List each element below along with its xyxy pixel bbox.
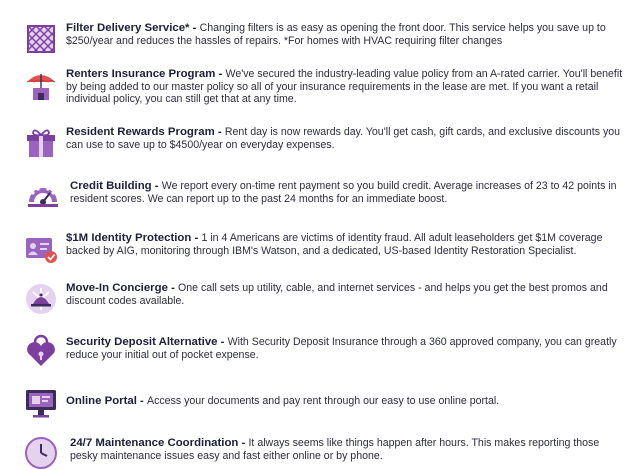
service-title: 24/7 Maintenance Coordination — [70, 437, 239, 449]
service-description: One call sets up utility, cable, and internet services - and helps you get the best promos and discount codes available. — [66, 282, 608, 307]
service-description: 1 in 4 Americans are victims of identity fraud. All adult leaseholders get $1M coverage backed by AIG, monitoring through IBM's Watson, and a dedicated, US-based Identity Restoration Specialist. — [66, 232, 603, 257]
concierge-bell-icon — [24, 282, 58, 316]
gift-icon — [24, 126, 58, 160]
service-description: We report every on-time rent payment so you build credit. Average increases of 23 to 42 points in resident scores. We can report up to the past 24 months for an immediate boost. — [70, 180, 617, 205]
maintenance-clock-icon — [24, 436, 58, 470]
service-title-suffix: - — [214, 126, 225, 138]
service-title-suffix: - — [238, 437, 249, 449]
service-title: Security Deposit Alternative — [66, 336, 218, 348]
filter-grid-icon — [24, 22, 58, 56]
service-description: Changing filters is as easy as opening the front door. This service helps you save up to $250/year and reduces the hassles of repairs. *For homes with HVAC requiring filter changes — [66, 22, 606, 47]
service-description: Rent day is now rewards day. You'll get cash, gift cards, and exclusive discounts you can use to save up to $4500/year on everyday expenses. — [66, 126, 621, 151]
service-title-suffix: - — [191, 232, 202, 244]
service-title-suffix: - — [167, 282, 179, 294]
service-title: Renters Insurance Program — [66, 68, 216, 80]
service-title-suffix: * - — [185, 22, 200, 34]
monitor-portal-icon — [24, 386, 58, 420]
identity-card-icon — [24, 232, 58, 266]
service-description: We've secured the industry-leading value policy from an A-rated carrier. You'll benefit by being added to our master policy so all of your insurance requirements in the lease are met. If you want a retail individual policy, you can still get that at any time. — [66, 68, 623, 106]
service-title: Resident Rewards Program — [66, 126, 215, 138]
service-title-suffix: - — [217, 336, 228, 348]
service-title: Filter Delivery Service — [66, 22, 186, 34]
service-title: Move-In Concierge — [66, 282, 168, 294]
service-description: It always seems like things happen after hours. This makes reporting those pesky maintenance issues easy and fast either online or by phone. — [70, 437, 600, 462]
service-description: With Security Deposit Insurance through a 360 approved company, you can greatly reduce your initial out of pocket expense. — [66, 336, 617, 361]
umbrella-house-icon — [24, 68, 58, 102]
service-title: Credit Building — [70, 180, 152, 192]
security-heart-lock-icon — [24, 334, 58, 368]
service-title: Online Portal — [66, 395, 137, 407]
service-description: Access your documents and pay rent through our easy to use online portal. — [147, 395, 500, 407]
service-title-suffix: - — [151, 180, 162, 192]
service-title-suffix: - — [215, 68, 226, 80]
credit-gauge-icon — [26, 180, 60, 214]
service-title-suffix: - — [136, 395, 148, 407]
service-title: $1M Identity Protection — [66, 232, 192, 244]
